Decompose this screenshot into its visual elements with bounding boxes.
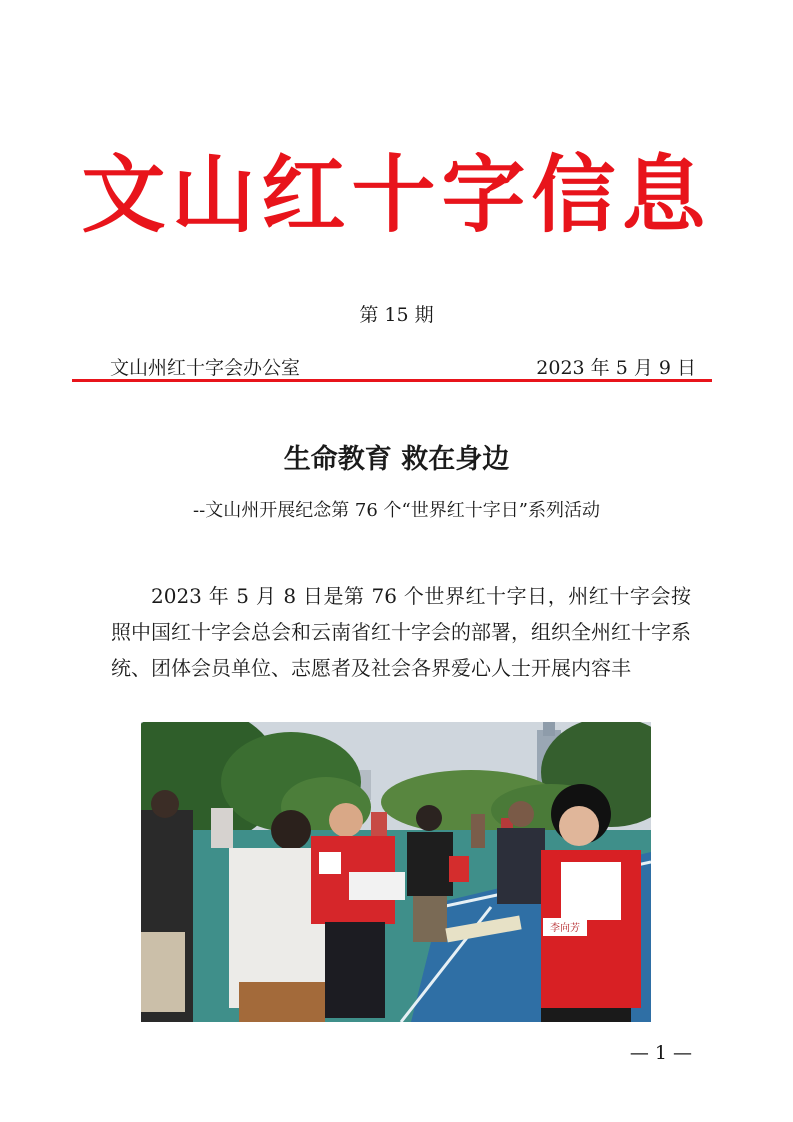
event-photo — [141, 722, 651, 1022]
article-paragraph: 2023 年 5 月 8 日是第 76 个世界红十字日，州红十字会按照中国红十字会总会和云南省红十字会的部署，组织全州红十字系统、团体会员单位、志愿者及社会各界爱心人士开展内容丰 — [111, 584, 691, 680]
photo-woman-lace — [271, 810, 311, 850]
article-title: 生命教育 救在身边 — [283, 444, 510, 475]
header-rule — [72, 379, 712, 382]
photo-vest-tag: 李向芳 — [550, 923, 580, 934]
page-number: — 1 — — [629, 1042, 692, 1064]
masthead-title: 文山红十字信息 — [81, 145, 712, 244]
article-subtitle: --文山州开展纪念第 76 个“世界红十字日”系列活动 — [193, 500, 600, 521]
issue-date: 2023 年 5 月 9 日 — [536, 357, 696, 379]
issue-number: 第 15 期 — [359, 304, 434, 326]
issuer-name: 文山州红十字会办公室 — [110, 357, 301, 379]
